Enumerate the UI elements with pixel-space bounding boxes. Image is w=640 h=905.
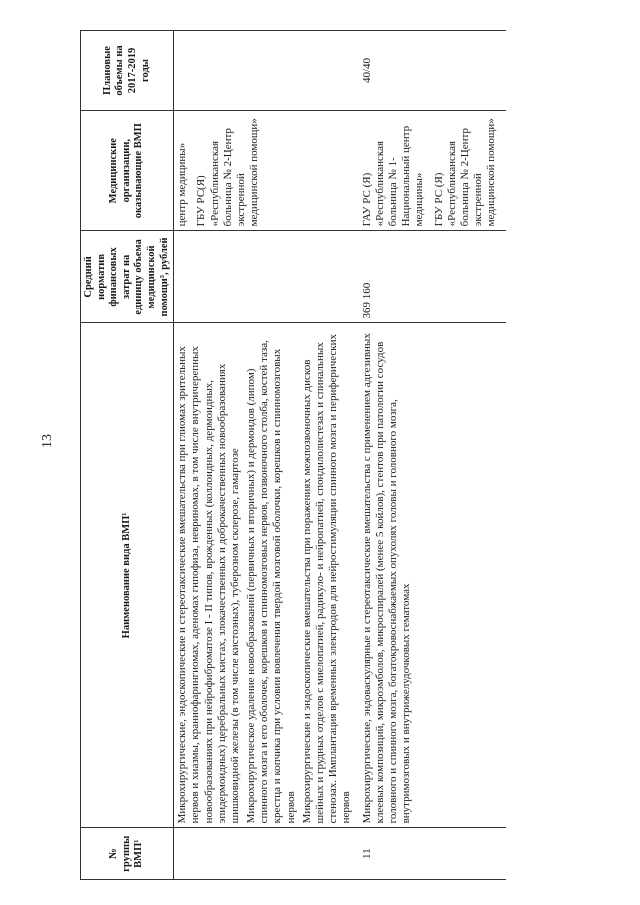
planned-volume-cell: 40/40 bbox=[359, 31, 507, 111]
table-header-row bbox=[81, 31, 174, 880]
header-vmp-type: Наименование вида ВМП¹ bbox=[81, 323, 174, 828]
page-number: 13 bbox=[40, 434, 55, 448]
organization-name: центр медицины» bbox=[176, 142, 189, 227]
organizations-cell bbox=[174, 110, 359, 230]
planned-volume-cell bbox=[174, 31, 359, 111]
vmp-paragraph: Микрохирургические, эндоскопические и стереотаксические вмешательства при глиомах зрительных нервов и хиазмы, краниофарингиомах, аденомах гипофиза, невриномах, в том числе внутричерепных новообразованиях при нейрофиброматозе I - II типов, врожденных (коллоидных, дермоидных, эпидермоидных) церебральных кистах, злокачественных и доброкачественных новообразованиях шишковидной железы (в том числе кистозных), туберозном склерозе, гамартозе bbox=[176, 346, 241, 824]
cost-cell: 369 160 bbox=[359, 231, 507, 323]
group-number bbox=[174, 828, 359, 880]
organization-name: ГАУ РС (Я) «Республиканская больница № 1-Национальный центр медицины» bbox=[360, 125, 426, 227]
vmp-paragraph: Микрохирургические, эндоваскулярные и стереотаксические вмешательства с применением адгезивных клеевых композиций, микроэмболов, микроспиралей (менее 5 койлов), стентов при патологии сосудов головного и спинного мозга, богатокровоснабжаемых опухолях головы и головного мозга, внутримозговых и внутрижелудочковых гематомах bbox=[360, 333, 413, 824]
vmp-table bbox=[80, 30, 506, 880]
group-number: 11 bbox=[359, 828, 507, 880]
cost-cell bbox=[174, 231, 359, 323]
header-organizations: Медицинские организации, оказывающие ВМП bbox=[81, 110, 174, 230]
header-group-number: № группы ВМП¹ bbox=[81, 828, 174, 880]
vmp-type-cell bbox=[359, 323, 507, 828]
vmp-type-cell bbox=[174, 323, 359, 828]
rotated-page bbox=[80, 30, 610, 880]
organization-name: ГБУ РС (Я) «Республиканская больница № 2-Центр экстренной медицинской помощи» bbox=[432, 118, 498, 227]
table-row bbox=[359, 31, 507, 880]
header-planned-volumes: Плановые объемы на 2017-2019 годы bbox=[81, 31, 174, 111]
vmp-paragraph: Микрохирургическое удаление новообразований (первичных и вторичных) и дермоидов (липом) спинного мозга и его оболочек, корешков и спинномозговых нервов, позвоночного столба, костей таза, крестца и копчика при условии вовлечения твердой мозговой оболочки, корешков и спинномозговых нервов bbox=[245, 340, 297, 824]
table-row bbox=[174, 31, 359, 880]
vmp-paragraph: Микрохирургические и эндоскопические вмешательства при поражениях межпозвоночных дисков шейных и грудных отделов с миелопатией, радикуло- и нейропатией, спондилолистезах и спинальных стенозах. Имплантация временных электродов для нейростимуляции спинного мозга и периферических нервов bbox=[300, 333, 353, 824]
header-cost-norm: Средний норматив финансовых затрат на единицу объема медицинской помощи³, рублей bbox=[81, 231, 174, 323]
organizations-cell bbox=[359, 110, 507, 230]
organization-name: ГБУ РС(Я) «Республиканская больница № 2-Центр экстренной медицинской помощи» bbox=[195, 118, 261, 227]
